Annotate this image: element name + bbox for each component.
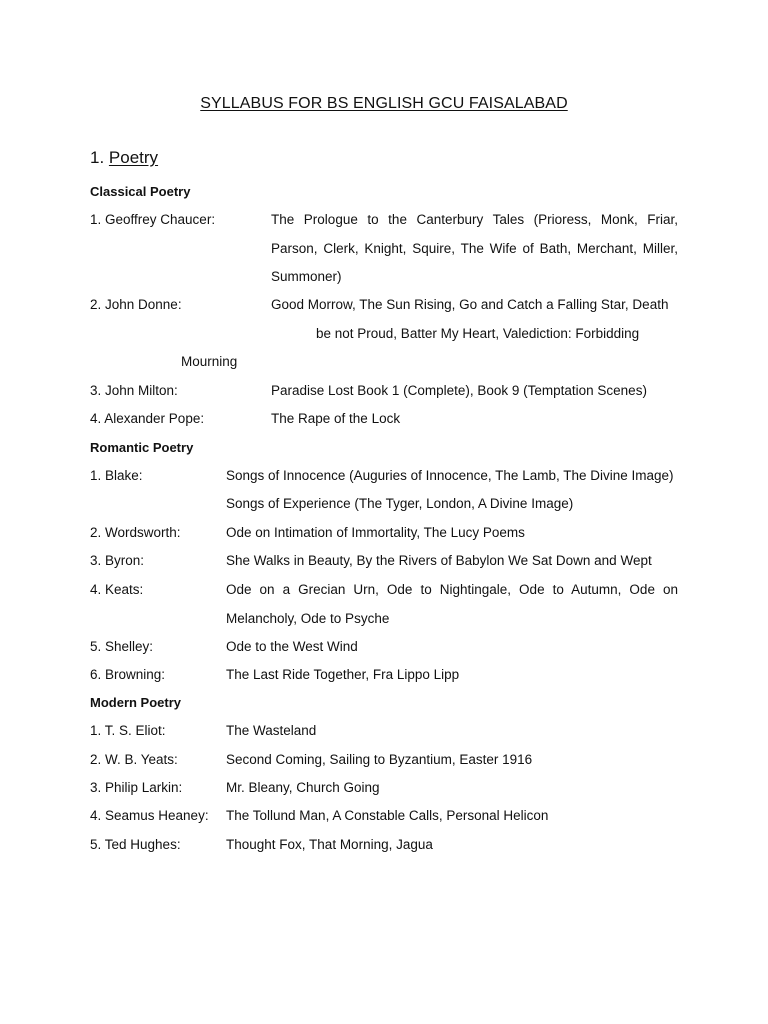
poet-name: 1. Blake: xyxy=(90,468,143,483)
poet-name: 6. Browning: xyxy=(90,667,166,682)
poet-name: 2. Wordsworth: xyxy=(90,525,181,540)
poet-works: Paradise Lost Book 1 (Complete), Book 9 (Temptation Scenes) xyxy=(271,383,647,398)
poet-works: The Prologue to the Canterbury Tales (Prioress, Monk, Friar, Parson, Clerk, Knight, Squire, The Wife of Bath, Merchant, Miller, Summoner) xyxy=(271,212,678,284)
syllabus-entry xyxy=(90,746,678,775)
poet-name: 1. T. S. Eliot: xyxy=(90,723,166,738)
subheading-romantic-poetry: Romantic Poetry xyxy=(90,440,194,455)
poet-works: The Tollund Man, A Constable Calls, Personal Helicon xyxy=(226,808,549,823)
poet-name: 3. Byron: xyxy=(90,553,145,568)
poet-works: Thought Fox, That Morning, Jagua xyxy=(226,837,433,852)
poet-works-continued: Songs of Experience (The Tyger, London, A Divine Image) xyxy=(226,496,574,511)
poet-name: 2. John Donne: xyxy=(90,297,182,312)
syllabus-entry xyxy=(90,405,678,434)
syllabus-entry xyxy=(90,377,678,406)
poet-works-continued: Mourning xyxy=(181,354,238,369)
poet-name: 3. John Milton: xyxy=(90,383,178,398)
syllabus-entry xyxy=(90,661,678,690)
poet-works: The Rape of the Lock xyxy=(271,411,401,426)
syllabus-entry xyxy=(90,717,678,746)
poet-name: 1. Geoffrey Chaucer: xyxy=(90,212,216,227)
poet-works: Songs of Innocence (Auguries of Innocence, The Lamb, The Divine Image) xyxy=(226,468,674,483)
syllabus-entry xyxy=(90,206,678,292)
section-label: Poetry xyxy=(108,148,159,167)
poet-name: 5. Shelley: xyxy=(90,639,154,654)
poet-works: Ode on a Grecian Urn, Ode to Nightingale, Ode to Autumn, Ode on Melancholy, Ode to Psyche xyxy=(226,582,678,626)
poet-works: Good Morrow, The Sun Rising, Go and Catch a Falling Star, Death xyxy=(271,297,669,312)
syllabus-entry xyxy=(90,831,678,860)
poet-name: 4. Seamus Heaney: xyxy=(90,808,209,823)
section-heading-poetry xyxy=(90,148,158,168)
subheading-classical-poetry: Classical Poetry xyxy=(90,184,191,199)
subheading-modern-poetry: Modern Poetry xyxy=(90,695,182,710)
poet-name: 4. Keats: xyxy=(90,582,144,597)
syllabus-entry xyxy=(90,519,678,548)
poet-name: 5. Ted Hughes: xyxy=(90,837,181,852)
poet-name: 3. Philip Larkin: xyxy=(90,780,183,795)
poet-works: Ode on Intimation of Immortality, The Lucy Poems xyxy=(226,525,525,540)
poet-works: Ode to the West Wind xyxy=(226,639,358,654)
poet-name: 2. W. B. Yeats: xyxy=(90,752,178,767)
syllabus-entry xyxy=(90,774,678,803)
section-number: 1. xyxy=(90,148,105,167)
poet-works: Mr. Bleany, Church Going xyxy=(226,780,380,795)
poet-works: Second Coming, Sailing to Byzantium, Easter 1916 xyxy=(226,752,533,767)
poet-works: The Wasteland xyxy=(226,723,317,738)
syllabus-entry xyxy=(90,802,678,831)
poet-name: 4. Alexander Pope: xyxy=(90,411,205,426)
poet-works: She Walks in Beauty, By the Rivers of Babylon We Sat Down and Wept xyxy=(226,553,652,568)
poet-works-continued: be not Proud, Batter My Heart, Valediction: Forbidding xyxy=(316,326,640,341)
syllabus-entry xyxy=(90,547,678,576)
syllabus-entry xyxy=(90,576,678,633)
poet-works: The Last Ride Together, Fra Lippo Lipp xyxy=(226,667,460,682)
document-title: SYLLABUS FOR BS ENGLISH GCU FAISALABAD xyxy=(200,95,568,112)
syllabus-entry xyxy=(90,633,678,662)
